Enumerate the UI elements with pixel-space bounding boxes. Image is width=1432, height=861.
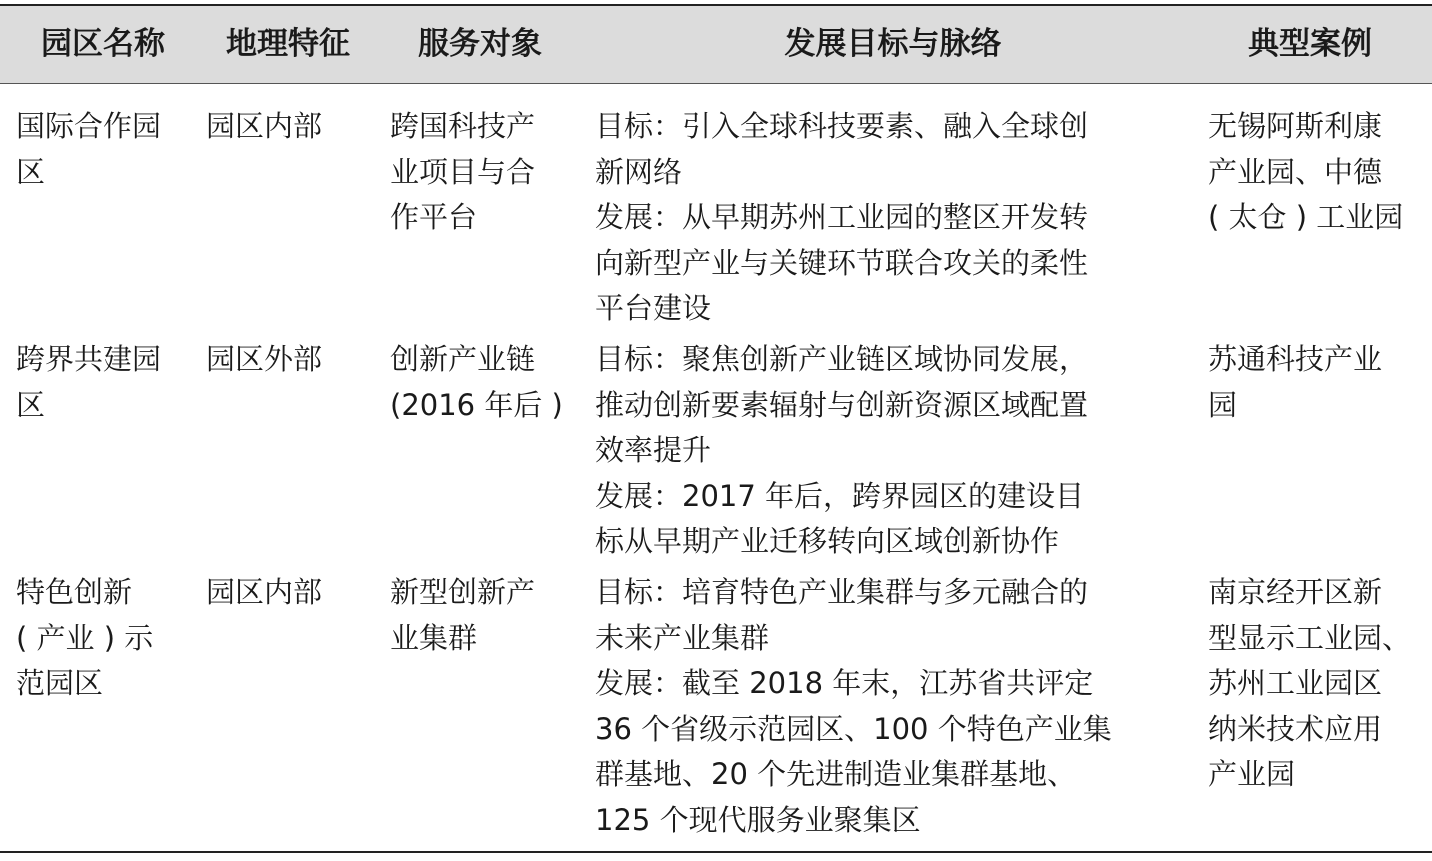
header-park-name: 园区名称	[41, 26, 165, 62]
table-row-2-geo	[206, 337, 322, 383]
cell-line: 区	[16, 154, 46, 189]
cell-line: 型显示工业园、	[1208, 620, 1412, 655]
cell-line: 园区内部	[206, 575, 323, 609]
cell-line: 无锡阿斯利康	[1208, 109, 1383, 143]
table-bottom-rule	[0, 851, 1432, 853]
table-row-3-serve	[390, 570, 535, 661]
table-row-3-goal	[595, 570, 1112, 843]
cell-line: 区	[16, 387, 46, 422]
cell-line: 纳米技术应用	[1208, 711, 1383, 746]
cell-line: 平台建设	[595, 291, 712, 325]
cell-line: 群基地、20 个先进制造业集群基地、	[595, 757, 1077, 791]
cell-line: 作平台	[390, 200, 478, 234]
cell-line: 南京经开区新	[1208, 575, 1383, 609]
header-geo-feature: 地理特征	[226, 26, 350, 62]
cell-line: (2016 年后 )	[390, 387, 563, 422]
table-row-2-serve	[390, 337, 563, 428]
header-goal-context: 发展目标与脉络	[784, 26, 1002, 62]
table-row-1-serve	[390, 104, 535, 241]
cell-line: 发展：从早期苏州工业园的整区开发转	[595, 200, 1089, 234]
cell-line: 苏通科技产业	[1208, 342, 1383, 376]
cell-line: 36 个省级示范园区、100 个特色产业集	[595, 711, 1112, 746]
cell-line: 跨国科技产	[390, 109, 536, 143]
cell-line: 园	[1208, 387, 1238, 422]
cell-line: 推动创新要素辐射与创新资源区域配置	[595, 387, 1089, 422]
cell-line: 苏州工业园区	[1208, 666, 1383, 700]
cell-line: ( 太仓 ) 工业园	[1208, 200, 1404, 234]
table-row-3-geo	[206, 570, 322, 616]
header-service-target: 服务对象	[418, 26, 542, 62]
table-row-2-name	[16, 337, 161, 428]
cell-line: ( 产业 ) 示	[16, 620, 154, 655]
cell-line: 新型创新产	[390, 575, 536, 609]
cell-line: 创新产业链	[390, 342, 536, 376]
cell-line: 范园区	[16, 666, 104, 700]
cell-line: 产业园	[1208, 757, 1296, 791]
cell-line: 未来产业集群	[595, 620, 770, 655]
cell-line: 125 个现代服务业聚集区	[595, 802, 921, 837]
table-row-2-case	[1208, 337, 1382, 428]
cell-line: 向新型产业与关键环节联合攻关的柔性	[595, 245, 1089, 280]
header-typical-case: 典型案例	[1248, 26, 1372, 62]
table-row-3-case	[1208, 570, 1411, 798]
table-row-1-geo	[206, 104, 322, 150]
cell-line: 园区内部	[206, 109, 323, 143]
cell-line: 目标：聚焦创新产业链区域协同发展，	[595, 342, 1089, 376]
cell-line: 效率提升	[595, 433, 712, 467]
table-row-1-case	[1208, 104, 1403, 241]
cell-line: 新网络	[595, 154, 683, 189]
cell-line: 特色创新	[16, 575, 133, 609]
cell-line: 目标：引入全球科技要素、融入全球创	[595, 109, 1089, 143]
cell-line: 国际合作园	[16, 109, 162, 143]
cell-line: 发展：截至 2018 年末，江苏省共评定	[595, 666, 1094, 700]
cell-line: 业集群	[390, 620, 478, 655]
table-row-1-name	[16, 104, 161, 195]
table-row-2-goal	[595, 337, 1088, 565]
cell-line: 业项目与合	[390, 154, 536, 189]
cell-line: 园区外部	[206, 342, 323, 376]
table-row-1-goal	[595, 104, 1088, 332]
cell-line: 发展：2017 年后，跨界园区的建设目	[595, 478, 1085, 513]
table-row-3-name	[16, 570, 153, 707]
cell-line: 目标：培育特色产业集群与多元融合的	[595, 575, 1089, 609]
table-header	[0, 6, 1432, 84]
cell-line: 跨界共建园	[16, 342, 162, 376]
cell-line: 标从早期产业迁移转向区域创新协作	[595, 524, 1060, 558]
cell-line: 产业园、中德	[1208, 154, 1383, 189]
